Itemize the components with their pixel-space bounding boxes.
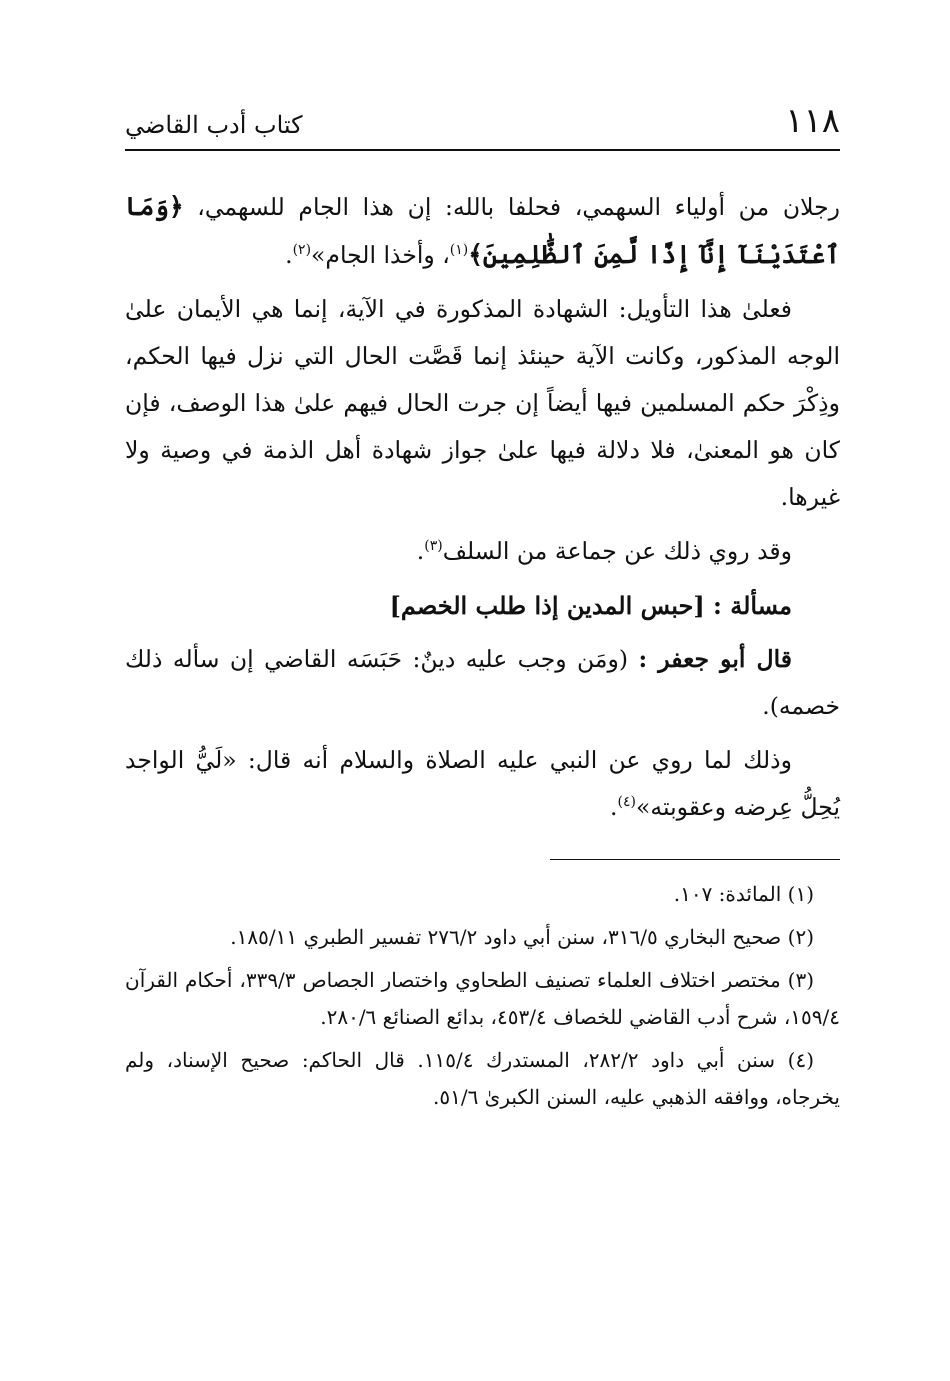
- footnote-3: (٣) مختصر اختلاف العلماء تصنيف الطحاوي واختصار الجصاص ٣٣٩/٣، أحكام القرآن ١٥٩/٤، شرح أدب القاضي للخصاف ٤٥٣/٤، بدائع الصنائع ٢٨٠/٦.: [125, 968, 840, 1029]
- book-page: [125, 85, 840, 1122]
- paragraph-2: فعلىٰ هذا التأويل: الشهادة المذكورة في الآية، إنما هي الأيمان علىٰ الوجه المذكور، وكانت الآية حينئذ إنما قَصَّت الحال التي نزل فيها الحكم، وذِكْرَ حكم المسلمين فيها أيضاً إن جرت الحال فيهم علىٰ هذا الوصف، فإن كان هو المعنىٰ، فلا دلالة فيها علىٰ جواز شهادة أهل الذمة في وصية ولا غيرها.: [125, 295, 840, 511]
- footnote-ref-2: (٢): [292, 242, 312, 259]
- footnote-4: (٤) سنن أبي داود ٢٨٢/٢، المستدرك ١١٥/٤. قال الحاكم: صحيح الإسناد، ولم يخرجاه، ووافقه الذهبي عليه، السنن الكبرىٰ ٥١/٦.: [125, 1048, 840, 1109]
- paragraph-4-text: (ومَن وجب عليه دينٌ: حَبَسَه القاضي إن سأله ذلك خصمه).: [125, 645, 840, 720]
- paragraph-1-text: رجلان من أولياء السهمي، فحلفا بالله: إن هذا الجام للسهمي،: [183, 193, 840, 221]
- paragraph-4-lead: قال أبو جعفر :: [638, 645, 793, 673]
- paragraph-5-text: وذلك لما روي عن النبي عليه الصلاة والسلام أنه قال: «لَيُّ الواجد يُحِلُّ عِرضه وعقوبته»: [125, 746, 840, 821]
- paragraph-5: [125, 737, 840, 831]
- paragraph-1: [125, 183, 840, 279]
- paragraph-4: [125, 636, 840, 730]
- footnote-2: (٢) صحيح البخاري ٣١٦/٥، سنن أبي داود ٢٧٦/٢ تفسير الطبري ١٨٥/١١.: [230, 925, 814, 949]
- page-number: ١١٨: [785, 101, 840, 141]
- paragraph-1-middle: ، وأخذا الجام»: [311, 241, 450, 269]
- paragraph-5-end: .: [610, 793, 618, 821]
- page-header: [125, 85, 840, 151]
- section-heading: مسألة : [حبس المدين إذا طلب الخصم]: [389, 591, 792, 620]
- footnotes: [125, 876, 840, 1116]
- footnote-ref-3: (٣): [424, 538, 443, 555]
- quran-verse: ﴿وَمَا ٱعْتَدَيْنَآ إِنَّآ إِذًا لَّمِنَ ٱلظَّٰلِمِينَ﴾: [125, 192, 840, 269]
- footnote-1: (١) المائدة: ١٠٧.: [673, 882, 814, 906]
- book-title: كتاب أدب القاضي: [125, 111, 303, 139]
- paragraph-3-text: وقد روي ذلك عن جماعة من السلف: [442, 537, 792, 565]
- paragraph-3: [125, 528, 840, 575]
- paragraph-3-end: .: [416, 537, 425, 565]
- footnote-ref-4: (٤): [617, 794, 636, 811]
- footnote-separator: [550, 859, 840, 860]
- paragraph-1-end: .: [285, 241, 293, 269]
- main-text: [125, 183, 840, 831]
- footnote-ref-1: (١): [449, 242, 469, 259]
